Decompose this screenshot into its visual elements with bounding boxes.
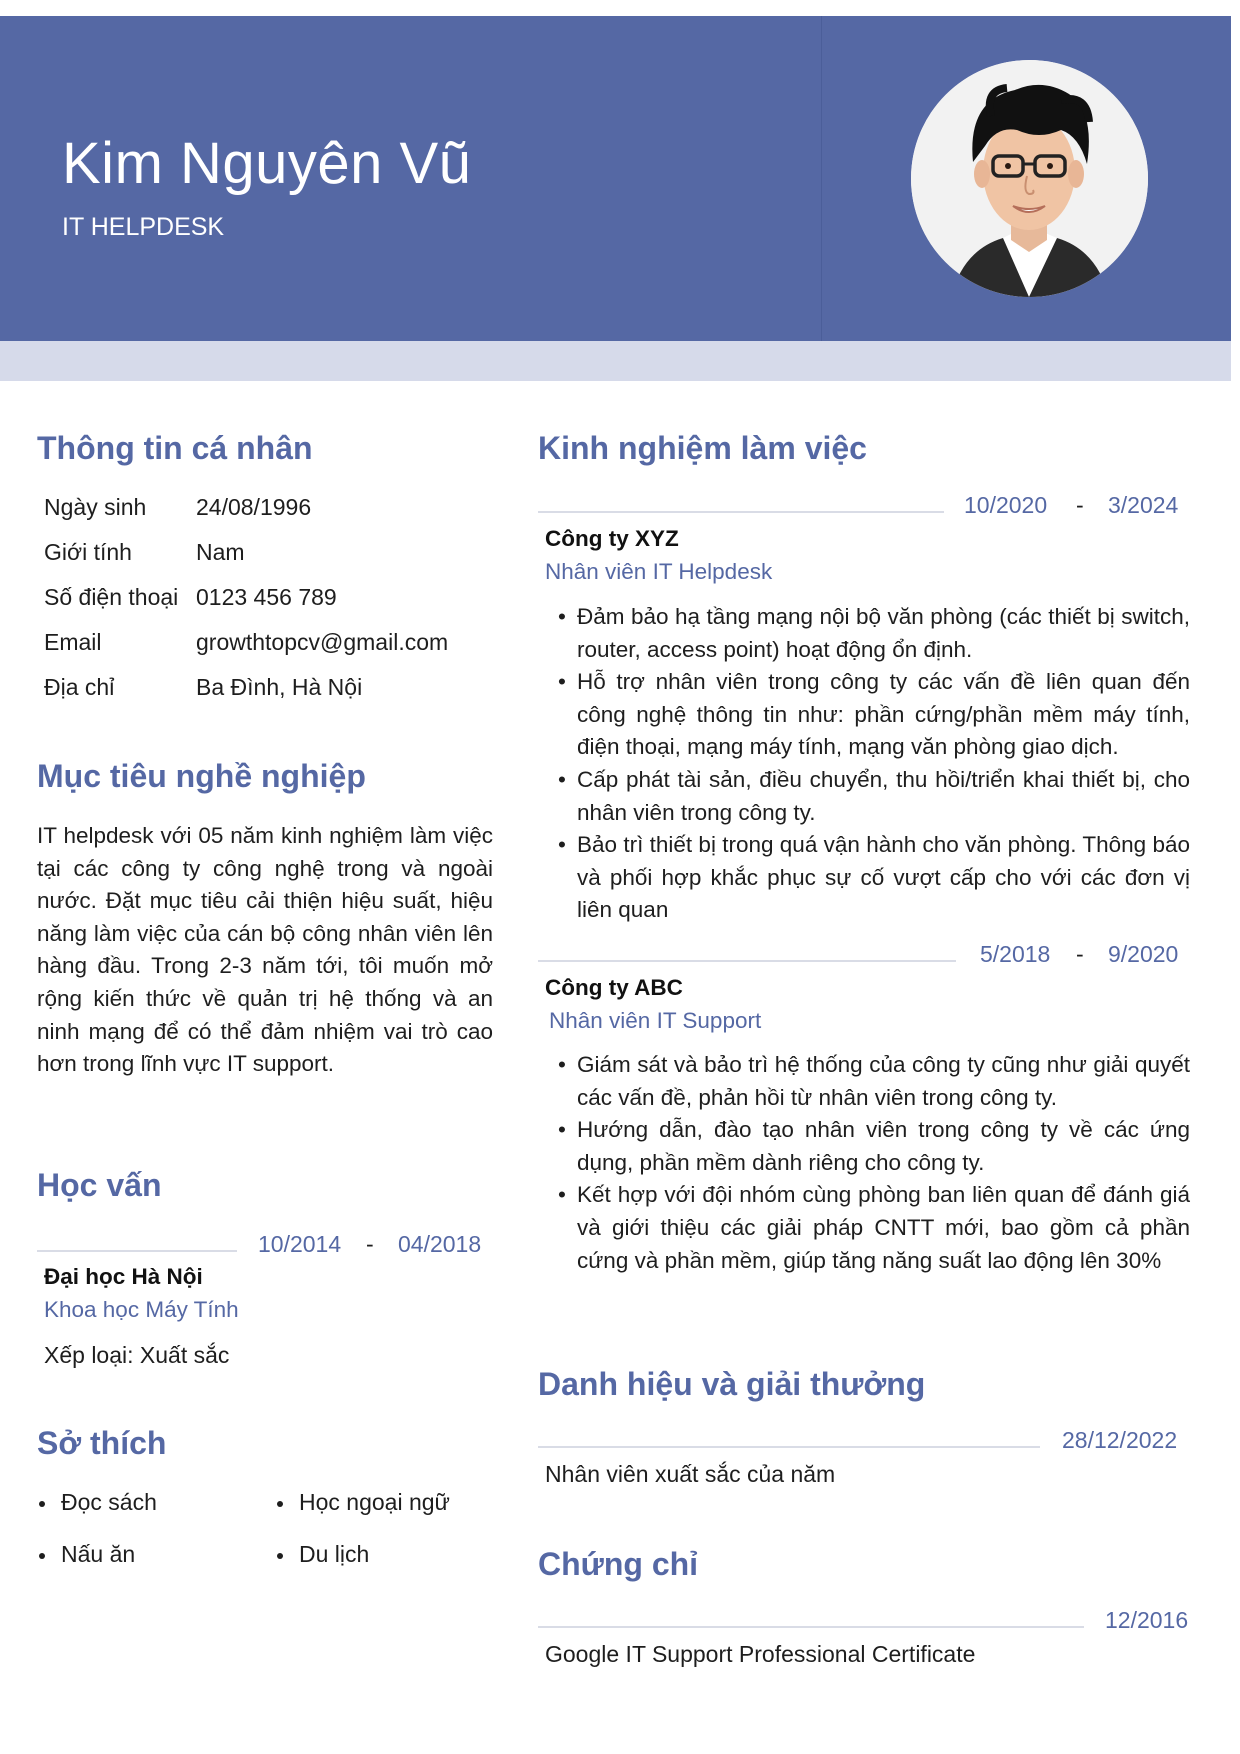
- job-date-separator: -: [1076, 941, 1084, 967]
- job-duty-item: • Hỗ trợ nhân viên trong công ty các vấn đề liên quan đến công nghệ thông tin như: phần cứng/phần mềm máy tính, điện thoại, mạng máy tính, mạng văn phòng giao dịch.: [558, 666, 1190, 764]
- education-school: Đại học Hà Nội: [44, 1264, 203, 1289]
- personal-info-title: Thông tin cá nhân: [37, 430, 313, 466]
- profile-photo: [911, 60, 1148, 297]
- hobby-item: [61, 1541, 135, 1568]
- bullet-dot: [39, 1553, 45, 1559]
- award-date: 28/12/2022: [1062, 1427, 1178, 1453]
- education-title: Học vấn: [37, 1167, 162, 1203]
- info-value: Nam: [196, 539, 245, 565]
- education-date-separator: -: [366, 1231, 374, 1257]
- info-label: Địa chỉ: [44, 674, 115, 700]
- info-label: Ngày sinh: [44, 494, 147, 520]
- info-value: Ba Đình, Hà Nội: [196, 674, 363, 700]
- info-value: 0123 456 789: [196, 584, 337, 610]
- education-end-date: 04/2018: [398, 1231, 482, 1257]
- job-role: Nhân viên IT Helpdesk: [545, 559, 773, 584]
- education-major: Khoa học Máy Tính: [44, 1297, 239, 1322]
- portrait-illustration: [911, 60, 1148, 297]
- certificates-rule: [538, 1626, 1084, 1628]
- bullet-dot: [39, 1501, 45, 1507]
- job-duty-item: • Hướng dẫn, đào tạo nhân viên trong công ty về các ứng dụng, phần mềm dành riêng cho công ty.: [558, 1114, 1190, 1179]
- bullet-dot: [277, 1553, 283, 1559]
- header-divider: [821, 16, 822, 341]
- certificate-name: Google IT Support Professional Certificate: [545, 1641, 976, 1667]
- experience-title: Kinh nghiệm làm việc: [538, 430, 867, 466]
- job-duty-item: • Đảm bảo hạ tầng mạng nội bộ văn phòng (các thiết bị switch, router, access point) hoạt động ổn định.: [558, 601, 1190, 666]
- job-duties-list: [558, 1049, 1190, 1277]
- bullet-dot: [277, 1501, 283, 1507]
- job-end-date: 3/2024: [1108, 492, 1179, 518]
- job-company: Công ty ABC: [545, 975, 683, 1000]
- hobby-item: [61, 1489, 157, 1516]
- info-value: 24/08/1996: [196, 494, 312, 520]
- award-name: Nhân viên xuất sắc của năm: [545, 1461, 836, 1487]
- candidate-name: Kim Nguyên Vũ: [62, 131, 472, 196]
- job-start-date: 5/2018: [980, 941, 1051, 967]
- certificate-date: 12/2016: [1105, 1607, 1189, 1633]
- hobbies-title: Sở thích: [37, 1425, 167, 1461]
- hobby-label: Đọc sách: [61, 1489, 157, 1515]
- hobby-item: [299, 1489, 450, 1516]
- certificates-title: Chứng chỉ: [538, 1546, 699, 1582]
- job-date-separator: -: [1076, 492, 1084, 518]
- info-label: Email: [44, 629, 102, 655]
- objective-text: IT helpdesk với 05 năm kinh nghiệm làm việc tại các công ty công nghệ trong và ngoài nước. Đặt mục tiêu cải thiện hiệu suất, hiệu năng làm việc của cán bộ công nhân viên lên hàng đầu. Trong 2-3 năm tới, tôi muốn mở rộng kiến thức về quản trị hệ thống và an ninh mạng để có thể đảm nhiệm vai trò cao hơn trong lĩnh vực IT support.: [37, 823, 493, 1077]
- education-start-date: 10/2014: [258, 1231, 342, 1257]
- job-company: Công ty XYZ: [545, 526, 679, 551]
- info-label: Số điện thoại: [44, 584, 179, 610]
- job-duties-list: [558, 601, 1190, 927]
- awards-title: Danh hiệu và giải thưởng: [538, 1366, 926, 1402]
- info-value: growthtopcv@gmail.com: [196, 629, 449, 655]
- job-role: Nhân viên IT Support: [549, 1008, 762, 1033]
- job-duty-item: • Bảo trì thiết bị trong quá vận hành cho văn phòng. Thông báo và phối hợp khắc phục sự cố vượt cấp cho với các đơn vị liên quan: [558, 829, 1190, 927]
- job-duty-item: • Kết hợp với đội nhóm cùng phòng ban liên quan để đánh giá và giới thiệu các giải pháp CNTT mới, bao gồm cả phần cứng và phần mềm, giúp tăng năng suất lao động lên 30%: [558, 1179, 1190, 1277]
- job-rule: [538, 511, 944, 513]
- hobby-item: [299, 1541, 369, 1568]
- awards-rule: [538, 1446, 1040, 1448]
- objective-title: Mục tiêu nghề nghiệp: [37, 758, 366, 794]
- job-duty-item: • Giám sát và bảo trì hệ thống của công ty cũng như giải quyết các vấn đề, phản hồi từ nhân viên trong công ty.: [558, 1049, 1190, 1114]
- hobby-label: Nấu ăn: [61, 1541, 136, 1567]
- hobby-label: Học ngoại ngữ: [299, 1489, 450, 1515]
- candidate-job-title: IT HELPDESK: [62, 213, 225, 241]
- info-label: Giới tính: [44, 539, 132, 565]
- job-duty-item: • Cấp phát tài sản, điều chuyển, thu hồi/triển khai thiết bị, cho nhân viên trong công ty.: [558, 764, 1190, 829]
- education-grade: Xếp loại: Xuất sắc: [44, 1342, 230, 1368]
- job-start-date: 10/2020: [964, 492, 1048, 518]
- header-band: [0, 341, 1231, 381]
- education-rule: [37, 1250, 237, 1252]
- job-rule: [538, 960, 956, 962]
- job-end-date: 9/2020: [1108, 941, 1179, 967]
- hobby-label: Du lịch: [299, 1541, 370, 1567]
